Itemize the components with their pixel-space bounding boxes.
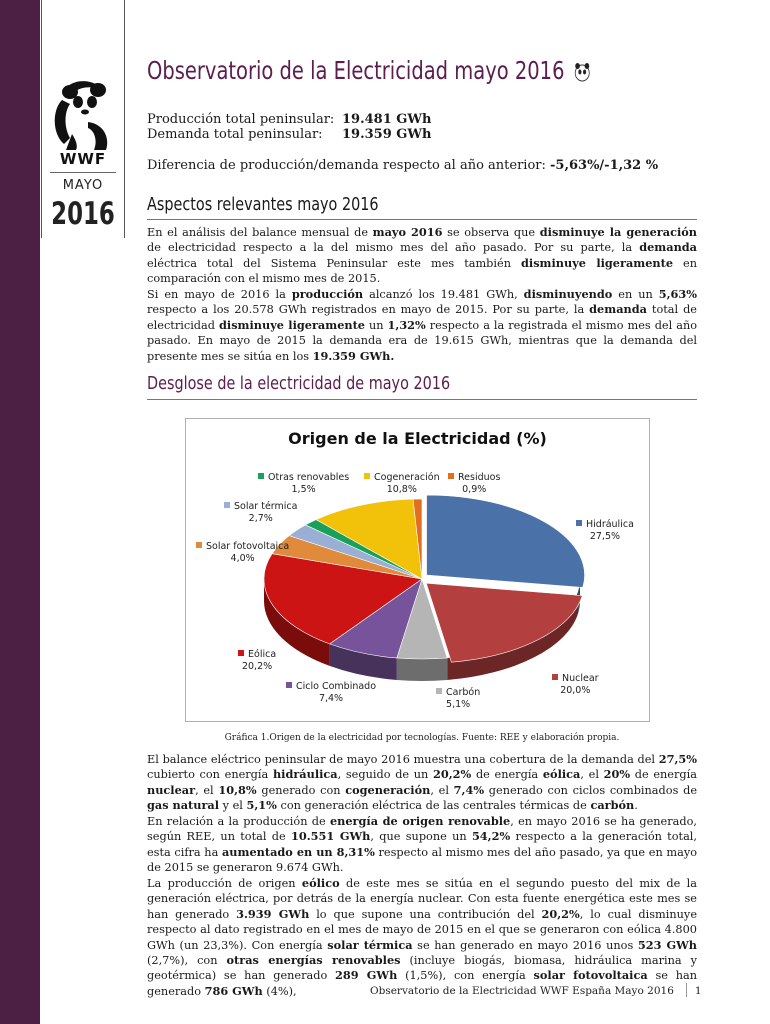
legend-swatch (286, 682, 292, 688)
text-run: respecto a los 20.578 GWh registrados en mayo de 2015. Por su parte, la (147, 303, 590, 317)
section-heading-breakdown: Desglose de la electricidad de mayo 2016 (147, 373, 451, 394)
bold-run: 1,32% (387, 317, 426, 332)
bold-run: 5,1% (246, 798, 277, 813)
logo-panel (41, 0, 125, 238)
legend-swatch (196, 542, 202, 548)
stat-label: Producción total peninsular: (147, 112, 335, 127)
chart-caption: Gráfica 1.Origen de la electricidad por tecnologías. Fuente: REE y elaboración propia. (224, 733, 620, 743)
legend-name: Nuclear (562, 673, 599, 684)
footer-divider (686, 983, 687, 997)
section-heading-aspects: Aspectos relevantes mayo 2016 (147, 194, 379, 215)
text-run: . (634, 799, 638, 813)
text-run: se han generado en mayo 2016 unos (412, 938, 638, 952)
text-run: se han generado (147, 969, 697, 998)
section-rule (147, 399, 697, 400)
paragraph-2 (147, 287, 697, 364)
legend-name: Cogeneración (374, 472, 440, 483)
legend-value: 1,5% (291, 484, 316, 495)
paragraph-3 (147, 752, 697, 814)
bold-run: 20% (603, 767, 631, 782)
text-run: se observa que (442, 226, 540, 239)
logo-month: MAYO (62, 178, 104, 193)
text-run: en un (612, 288, 659, 301)
bold-run: energía de origen renovable (329, 814, 511, 828)
bold-run: aumentado en un 8,31% (221, 844, 375, 859)
bold-run: disminuye ligeramente (219, 317, 365, 332)
text-run: (4%), (262, 984, 297, 998)
text-run: , lo cual disminuye respecto al dato registrado en el mes de mayo de 2015 en el que se generaron con eólica 4.800 GWh (un 23,3%). Con energía (147, 907, 698, 952)
bold-run: otras energías renovables (226, 953, 401, 968)
legend-ciclo-combinado (286, 681, 376, 705)
text-run: En relación a la producción de (147, 815, 330, 828)
page-footer (370, 983, 702, 997)
legend-swatch (448, 473, 454, 479)
bold-run: 27,5% (658, 752, 697, 766)
difference-line (147, 158, 658, 173)
text-run: (incluye biogás, biomasa, hidráulica marina y geotérmica) se han generado (147, 954, 697, 983)
bold-run: 20,2% (433, 767, 472, 782)
legend-swatch (364, 473, 370, 479)
bold-run: eólica (542, 767, 581, 782)
legend-swatch (576, 520, 582, 526)
pie-slice-nuclear (426, 583, 582, 662)
pie-chart (185, 418, 650, 722)
text-run: (2,7%), con (147, 954, 227, 968)
wwf-wordmark: WWF (59, 150, 107, 168)
text-run: respecto a la registrada el mismo mes del año pasado. En mayo de 2015 la demanda era de 19.615 GWh, mientras que la demanda del presente mes se sitúa en los (147, 318, 698, 363)
bold-run: 786 GWh (204, 983, 263, 998)
text-run: de este mes se sitúa en el segundo puesto del mix de la generación eléctrica, por detrás de la energía nuclear. Con esta fuente energética este mes se han generado (147, 877, 698, 921)
text-run: un (365, 318, 388, 332)
legend-value: 5,1% (446, 699, 471, 710)
chart-title: Origen de la Electricidad (%) (288, 429, 547, 448)
bold-run: 20,2% (541, 906, 580, 921)
text-run: eléctrica total del Sistema Peninsular este mes también (147, 256, 521, 270)
legend-cogeneracion (364, 472, 440, 496)
legend-value: 0,9% (462, 484, 487, 495)
text-run: En el análisis del balance mensual de (147, 226, 373, 239)
legend-name: Residuos (458, 472, 501, 483)
text-run: lo que supone una contribución del (309, 907, 542, 921)
logo-divider (50, 172, 116, 173)
legend-swatch (552, 674, 558, 680)
text-run: , seguido de un (337, 768, 434, 782)
text-run: , el (580, 768, 604, 782)
bold-run: disminuye la generación (539, 225, 697, 239)
bold-run: demanda (589, 302, 647, 317)
text-run: Si en mayo de 2016 la (147, 288, 292, 301)
text-run: , el (430, 783, 454, 797)
stat-value: 19.359 GWh (342, 127, 432, 142)
legend-value: 4,0% (230, 553, 255, 564)
bold-run: 54,2% (471, 829, 511, 844)
legend-name: Hidráulica (586, 519, 634, 530)
legend-residuos (448, 472, 500, 496)
pie-slice-hidráulica (427, 495, 585, 587)
legend-swatch (258, 473, 264, 479)
text-run: , que supone un (370, 830, 472, 844)
bold-run: eólico (301, 876, 340, 890)
logo-year: 2016 (51, 196, 115, 232)
legend-nuclear (552, 673, 599, 697)
panda-small-icon (574, 62, 591, 82)
bold-run: 289 GWh (335, 968, 398, 983)
text-run: (1,5%), con energía (397, 969, 534, 983)
legend-name: Eólica (248, 649, 277, 660)
bold-run: disminuye ligeramente (521, 255, 674, 270)
bold-run: solar fotovoltaica (533, 968, 648, 983)
legend-swatch (436, 688, 442, 694)
stat-value: 19.481 GWh (342, 112, 432, 127)
page-title (147, 56, 591, 85)
section-rule (147, 219, 697, 220)
legend-carbon (436, 687, 480, 711)
difference-value: -5,63%/-1,32 % (550, 158, 659, 173)
page-number: 1 (694, 985, 702, 997)
panda-logo-icon (48, 78, 118, 153)
text-run: , en mayo 2016 se ha generado, según REE, un total de (147, 815, 697, 844)
footer-text: Observatorio de la Electricidad WWF España Mayo 2016 (370, 985, 674, 997)
legend-solar-termica (224, 501, 297, 525)
text-run: La producción de origen (147, 877, 302, 890)
legend-name: Carbón (446, 687, 481, 698)
legend-solar-fotovoltaica (196, 541, 289, 565)
legend-hidraulica (576, 519, 634, 543)
paragraph-5 (147, 876, 697, 999)
legend-value: 7,4% (318, 693, 344, 704)
text-run: y el (219, 799, 247, 813)
text-run: El balance eléctrico peninsular de mayo 2016 muestra una cobertura de la demanda del (147, 753, 659, 766)
bold-run: mayo 2016 (372, 225, 443, 239)
text-run: respecto a la generación total, esta cifra ha (147, 830, 698, 859)
legend-value: 20,2% (241, 661, 273, 672)
stat-label: Demanda total peninsular: (147, 127, 323, 142)
legend-name: Solar térmica (234, 501, 298, 512)
paragraph-1 (147, 225, 697, 287)
bold-run: solar térmica (327, 937, 413, 952)
bold-run: hidráulica (272, 767, 338, 782)
difference-label: Diferencia de producción/demanda respecto al año anterior: (147, 158, 546, 173)
legend-value: 2,7% (248, 513, 273, 524)
paragraph-4 (147, 814, 697, 876)
page-title-text: Observatorio de la Electricidad mayo 2016 (147, 56, 565, 85)
bold-run: 523 GWh (637, 937, 697, 952)
legend-value: 20,0% (560, 685, 591, 696)
bold-run: cogeneración (345, 782, 431, 797)
side-color-bar (0, 0, 40, 1024)
text-run: con generación eléctrica de las centrales térmicas de (276, 799, 591, 813)
text-run: generado con ciclos combinados de (484, 783, 698, 797)
legend-eolica (238, 649, 276, 673)
bold-run: 5,63% (658, 287, 697, 301)
text-run: de energía (630, 768, 697, 782)
legend-name: Otras renovables (268, 472, 350, 483)
legend-name: Ciclo Combinado (296, 681, 377, 692)
text-run: de energía (471, 768, 543, 782)
text-run: cubierto con energía (147, 768, 273, 782)
bold-run: producción (291, 287, 364, 301)
legend-name: Solar fotovoltaica (206, 541, 290, 552)
bold-run: 10,8% (218, 782, 257, 797)
legend-otras-renovables (258, 472, 349, 496)
bold-run: 10.551 GWh (290, 829, 371, 844)
bold-run: 7,4% (453, 782, 485, 797)
text-run: generado con (256, 783, 346, 797)
text-run: , el (195, 783, 219, 797)
pie-slice-side (397, 658, 447, 681)
text-run: en comparación con el mismo mes de 2015. (147, 256, 697, 286)
bold-run: 19.359 GWh. (312, 348, 395, 363)
bold-run: demanda (639, 240, 697, 255)
legend-value: 10,8% (386, 484, 417, 495)
bold-run: gas natural (147, 798, 220, 813)
bold-run: 3.939 GWh (236, 906, 310, 921)
text-run: de electricidad respecto a la del mismo mes del año pasado. Por su parte, la (147, 241, 640, 255)
text-run: alcanzó los 19.481 GWh, (363, 288, 524, 301)
bold-run: nuclear (147, 782, 196, 797)
legend-value: 27,5% (589, 531, 621, 542)
text-run: respecto al mismo mes del año pasado, ya que en mayo de 2015 se generaron 9.674 GWh. (147, 845, 697, 875)
bold-run: carbón (590, 798, 635, 813)
legend-swatch (224, 502, 230, 508)
legend-swatch (238, 650, 244, 656)
bold-run: disminuyendo (523, 287, 613, 301)
text-run: total de electricidad (147, 303, 697, 332)
